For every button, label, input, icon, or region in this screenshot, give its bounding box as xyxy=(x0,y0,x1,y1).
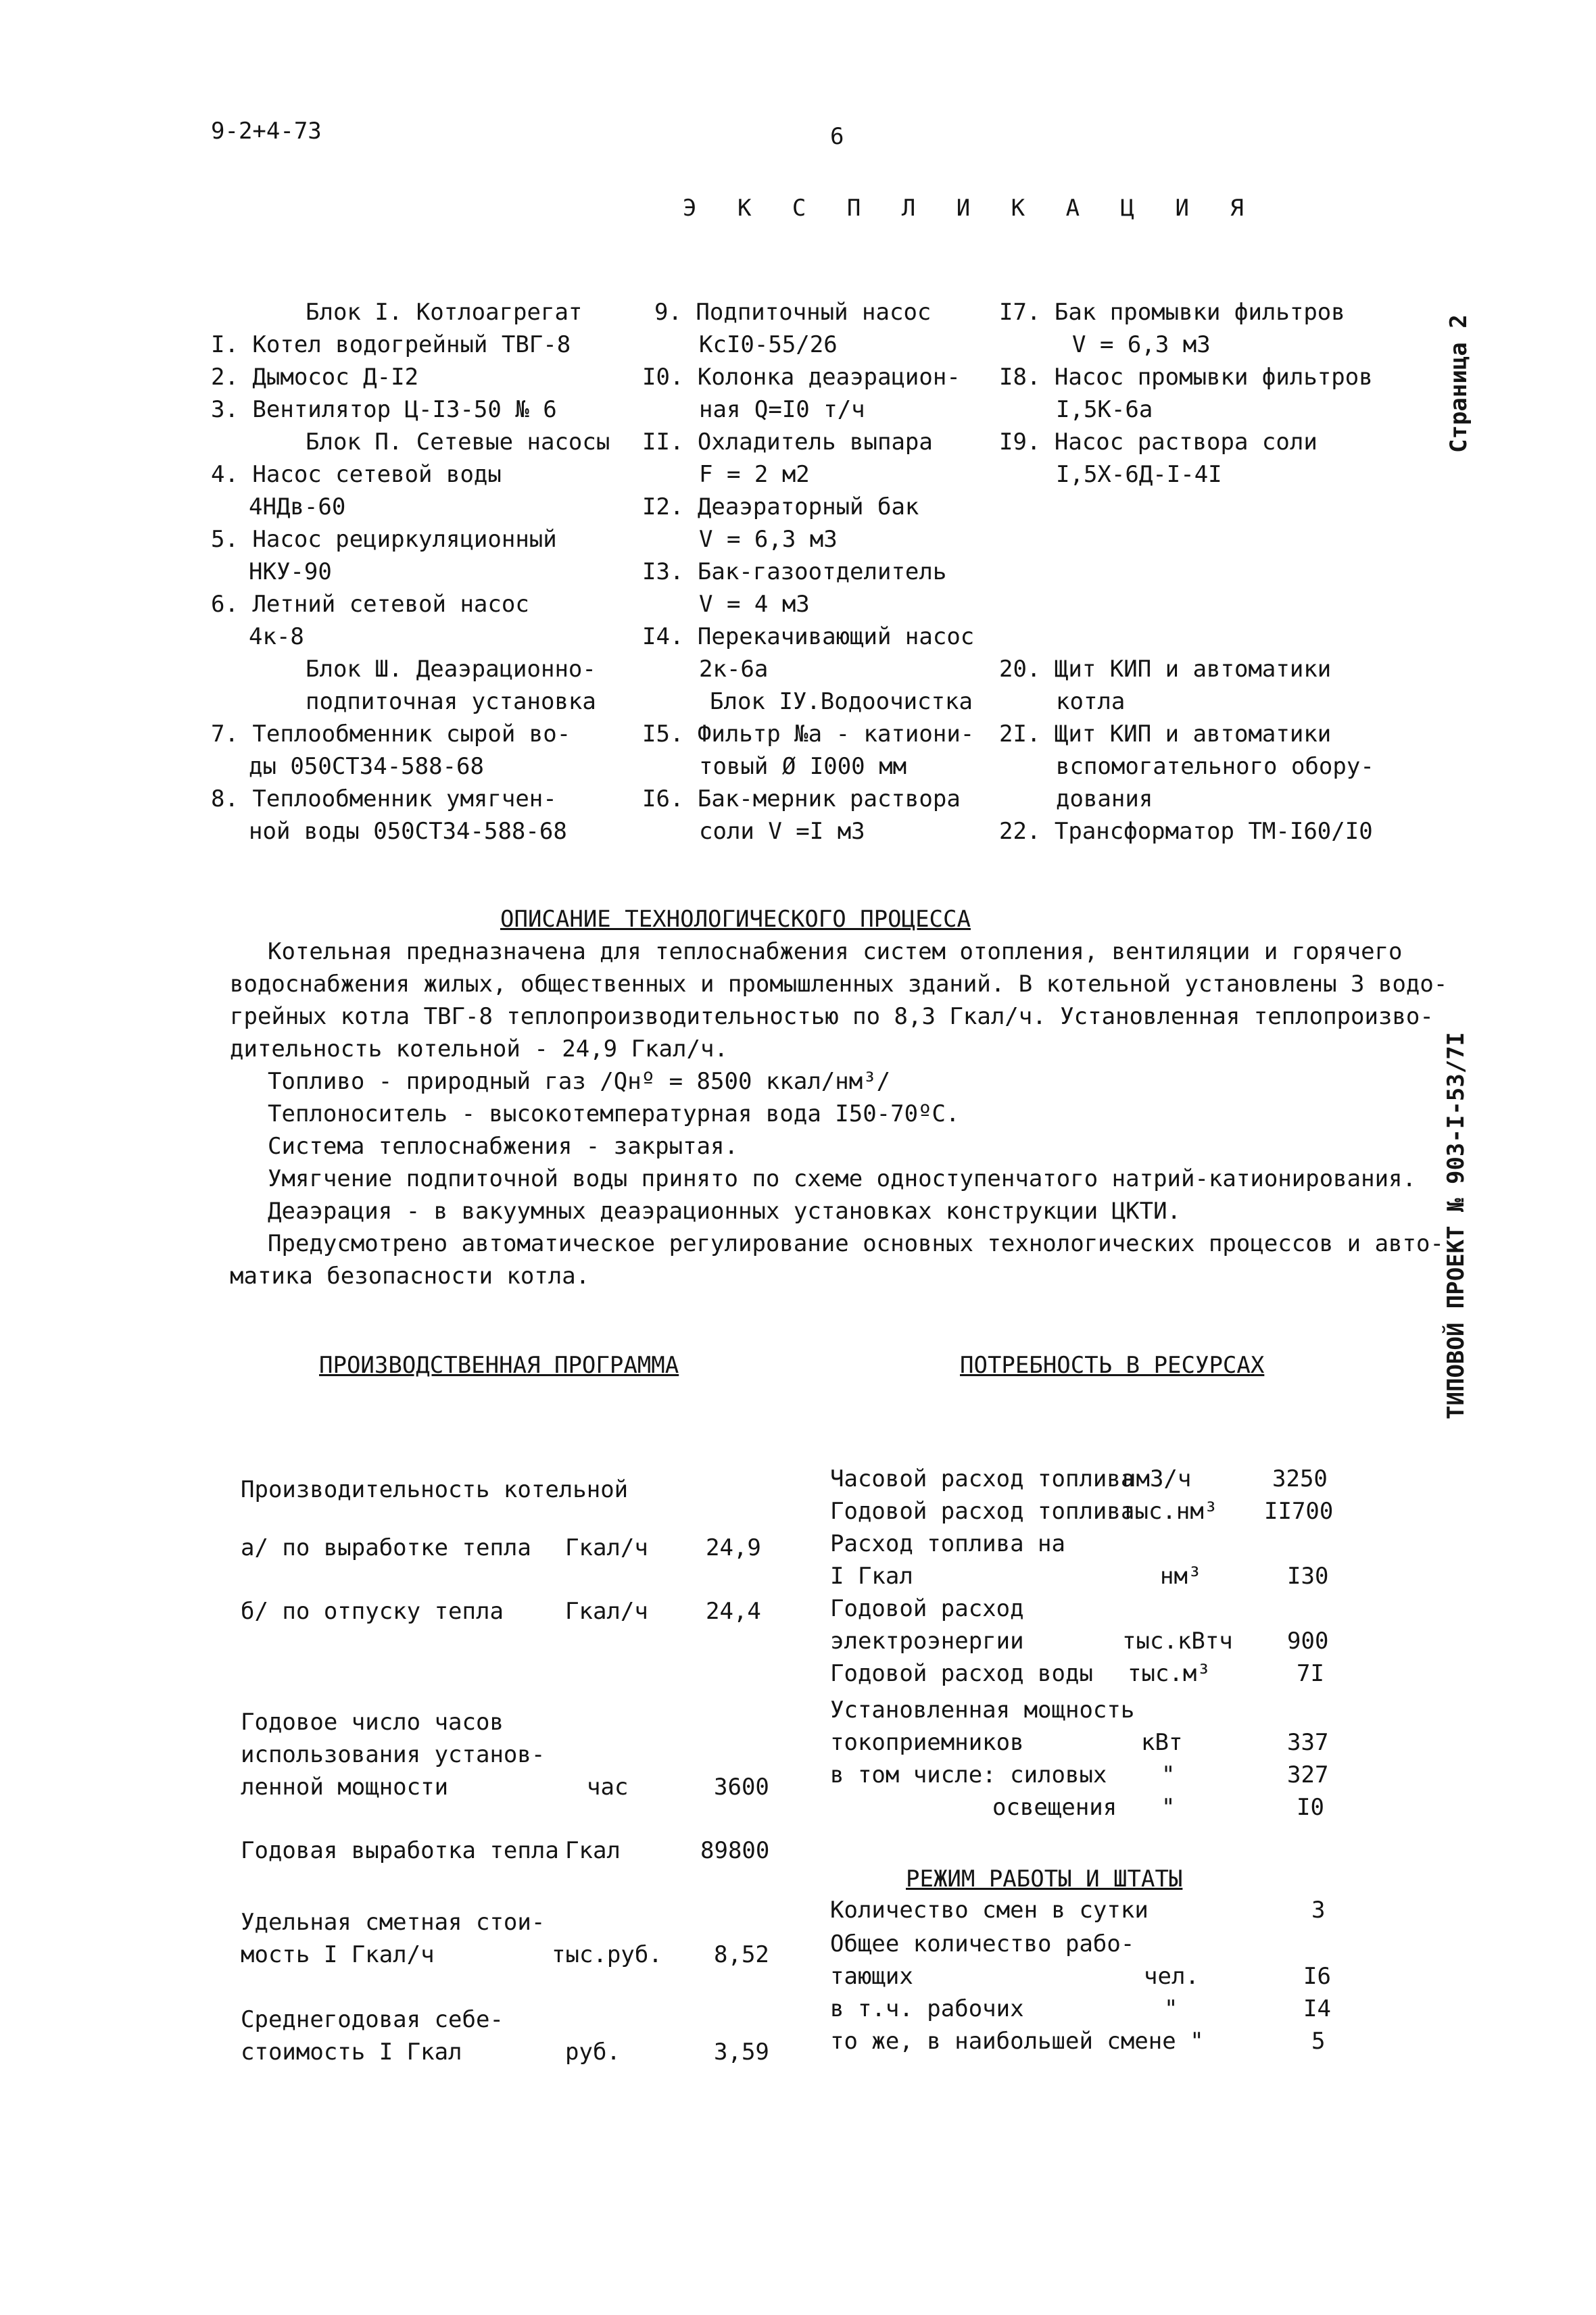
production-label-line: стоимость I Гкал xyxy=(241,2039,462,2066)
page-side-label: Страница 2 xyxy=(1445,314,1472,453)
explication-column-2 xyxy=(642,296,974,848)
explication-line: 6. Летний сетевой насос xyxy=(211,591,529,618)
description-body xyxy=(230,935,1447,1292)
staff-row xyxy=(830,1963,1344,1995)
staff-label: Количество смен в сутки xyxy=(830,1897,1148,1924)
production-label: Годовая выработка тепла xyxy=(241,1837,559,1864)
description-line: водоснабжения жилых, общественных и промышленных зданий. В котельной установлены 3 водо- xyxy=(230,971,1448,998)
explication-line: 8. Теплообменник умягчен- xyxy=(211,785,557,812)
explication-line xyxy=(999,523,1374,556)
production-unit: тыс.руб. xyxy=(552,1941,662,1968)
explication-line: Блок I. Котлоагрегат xyxy=(306,299,583,326)
description-line: Умягчение подпиточной воды принято по схеме одноступенчатого натрий-катионирования. xyxy=(268,1165,1416,1192)
description-line: матика безопасности котла. xyxy=(230,1263,590,1290)
staff-label: то же, в наибольшей смене " xyxy=(830,2028,1204,2055)
resource-row xyxy=(830,1660,1344,1692)
project-side-label: ТИПОВОЙ ПРОЕКТ № 903-I-53/7I xyxy=(1443,1031,1470,1419)
description-line: дительность котельной - 24,9 Гкал/ч. xyxy=(230,1035,728,1063)
resource-value: 3250 xyxy=(1272,1465,1328,1492)
resource-row xyxy=(830,1530,1344,1563)
resource-unit: нм3/ч xyxy=(1122,1465,1192,1492)
production-row xyxy=(241,1534,781,1567)
explication-line: I. Котел водогрейный ТВГ-8 xyxy=(211,331,571,358)
explication-line: котла xyxy=(1056,688,1126,715)
description-line: грейных котла ТВГ-8 теплопроизводительностью по 8,3 Гкал/ч. Установленная теплопроизво- xyxy=(230,1003,1434,1030)
staff-label: тающих xyxy=(830,1963,913,1990)
explication-line: ды 050СТ34-588-68 xyxy=(249,753,484,780)
resource-row xyxy=(830,1729,1344,1761)
production-label-line: Удельная сметная стои- xyxy=(241,1909,546,1936)
explication-line: Блок П. Сетевые насосы xyxy=(306,429,610,456)
resource-value: 900 xyxy=(1287,1628,1329,1655)
production-unit: час xyxy=(587,1774,629,1801)
explication-line: 2к-6а xyxy=(699,656,769,683)
resource-row xyxy=(830,1794,1344,1826)
resource-row xyxy=(830,1563,1344,1595)
explication-line: II. Охладитель выпара xyxy=(642,429,933,456)
explication-column-1 xyxy=(211,296,610,848)
description-line: Деаэрация - в вакуумных деаэрационных установках конструкции ЦКТИ. xyxy=(268,1198,1182,1225)
staff-value: I6 xyxy=(1303,1963,1331,1990)
explication-line: 2I. Щит КИП и автоматики xyxy=(999,721,1332,748)
explication-line: 4НДв-60 xyxy=(249,493,346,520)
explication-line: I3. Бак-газоотделитель xyxy=(642,558,947,585)
explication-line: 22. Трансформатор ТМ-I60/I0 xyxy=(999,818,1373,845)
description-line: Теплоноситель - высокотемпературная вода I50-70ºC. xyxy=(268,1100,960,1127)
resource-unit: " xyxy=(1161,1761,1176,1788)
production-label: б/ по отпуску тепла xyxy=(241,1598,504,1625)
resource-value: II700 xyxy=(1264,1498,1334,1525)
staff-row xyxy=(830,2028,1344,2060)
explication-line xyxy=(999,556,1374,588)
explication-line: I6. Бак-мерник раствора xyxy=(642,785,961,812)
explication-line: I,5К-6а xyxy=(1056,396,1153,423)
production-label-line: Среднегодовая себе- xyxy=(241,2006,504,2033)
explication-line: I0. Колонка деаэрацион- xyxy=(642,364,961,391)
resource-row xyxy=(830,1697,1344,1729)
resource-value: I0 xyxy=(1297,1794,1324,1821)
explication-line: подпиточная установка xyxy=(306,688,596,715)
explication-line: I9. Насос раствора соли xyxy=(999,429,1317,456)
explication-line: 9. Подпиточный насос xyxy=(654,299,932,326)
explication-line: 3. Вентилятор Ц-I3-50 № 6 xyxy=(211,396,557,423)
resource-unit: " xyxy=(1161,1794,1176,1821)
explication-line: товый Ø I000 мм xyxy=(699,753,907,780)
explication-line: КсI0-55/26 xyxy=(699,331,838,358)
production-unit: Гкал xyxy=(565,1837,621,1864)
production-heading: ПРОИЗВОДСТВЕННАЯ ПРОГРАММА xyxy=(319,1352,679,1379)
explication-line: 4. Насос сетевой воды xyxy=(211,461,502,488)
explication-line: I8. Насос промывки фильтров xyxy=(999,364,1373,391)
resource-value: 337 xyxy=(1287,1729,1329,1756)
production-label-line: Годовое число часов xyxy=(241,1709,504,1736)
production-value: 24,9 xyxy=(706,1534,761,1561)
explication-line: V = 4 м3 xyxy=(699,591,810,618)
explication-line xyxy=(999,620,1374,653)
production-label-line: использования установ- xyxy=(241,1741,546,1768)
resource-row xyxy=(830,1761,1344,1794)
resource-label: I Гкал xyxy=(830,1563,913,1590)
explication-line: 7. Теплообменник сырой во- xyxy=(211,721,571,748)
explication-line: 20. Щит КИП и автоматики xyxy=(999,656,1332,683)
resource-row xyxy=(830,1595,1344,1628)
production-label-line: ленной мощности xyxy=(241,1774,449,1801)
explication-line: ная Q=I0 т/ч xyxy=(699,396,865,423)
production-label xyxy=(241,1906,545,1971)
explication-line: 2. Дымосос Д-I2 xyxy=(211,364,419,391)
resource-label: Годовой расход топлива xyxy=(830,1498,1135,1525)
staff-value: I4 xyxy=(1303,1995,1331,2022)
production-unit: Гкал/ч xyxy=(565,1598,648,1625)
resource-label: освещения xyxy=(992,1794,1117,1821)
production-label: а/ по выработке тепла xyxy=(241,1534,531,1561)
resource-unit: тыс.м³ xyxy=(1128,1660,1211,1687)
production-row xyxy=(241,1837,781,1870)
explication-line: соли V =I м3 xyxy=(699,818,865,845)
document-code: 9-2+4-73 xyxy=(211,118,322,145)
resource-unit: тыс.кВтч xyxy=(1122,1628,1233,1655)
resources-heading: ПОТРЕБНОСТЬ В РЕСУРСАХ xyxy=(960,1352,1265,1379)
resource-row xyxy=(830,1628,1344,1660)
production-value: 89800 xyxy=(700,1837,770,1864)
explication-line: 5. Насос рециркуляционный xyxy=(211,526,557,553)
explication-line: НКУ-90 xyxy=(249,558,332,585)
description-line: Топливо - природный газ /Qнº = 8500 ккал/нм³/ xyxy=(268,1068,891,1095)
resource-value: 327 xyxy=(1287,1761,1329,1788)
resource-row xyxy=(830,1498,1344,1530)
explication-line: Блок IУ.Водоочистка xyxy=(710,688,973,715)
staff-label: Общее количество рабо- xyxy=(830,1930,1135,1957)
resource-unit: тыс.нм³ xyxy=(1121,1498,1218,1525)
production-label-line: мость I Гкал/ч xyxy=(241,1941,435,1968)
explication-line: 4к-8 xyxy=(249,623,304,650)
explication-line: дования xyxy=(1056,785,1153,812)
resource-label: Годовой расход xyxy=(830,1595,1024,1622)
resource-row xyxy=(830,1465,1344,1498)
staff-row xyxy=(830,1995,1344,2028)
page-number: 6 xyxy=(830,123,844,150)
production-label xyxy=(241,1706,545,1803)
explication-column-3 xyxy=(999,296,1374,848)
explication-line xyxy=(999,491,1374,523)
description-line: Котельная предназначена для теплоснабжения систем отопления, вентиляции и горячего xyxy=(268,938,1403,965)
resource-label: Установленная мощность xyxy=(830,1697,1135,1724)
explication-line: V = 6,3 м3 xyxy=(1072,331,1211,358)
production-value: 8,52 xyxy=(714,1941,769,1968)
explication-line: ной воды 050СТ34-588-68 xyxy=(249,818,567,845)
explication-line: F = 2 м2 xyxy=(699,461,810,488)
explication-line: I4. Перекачивающий насос xyxy=(642,623,975,650)
resource-value: 7I xyxy=(1297,1660,1324,1687)
explication-line: вспомогательного обору- xyxy=(1056,753,1374,780)
resource-label: электроэнергии xyxy=(830,1628,1024,1655)
resource-label: Годовой расход воды xyxy=(830,1660,1093,1687)
description-heading: ОПИСАНИЕ ТЕХНОЛОГИЧЕСКОГО ПРОЦЕССА xyxy=(500,906,971,933)
explication-line: I7. Бак промывки фильтров xyxy=(999,299,1345,326)
production-value: 3600 xyxy=(714,1774,769,1801)
production-value: 3,59 xyxy=(714,2039,769,2066)
staff-value: 3 xyxy=(1311,1897,1326,1924)
resource-label: токоприемников xyxy=(830,1729,1024,1756)
explication-line: I5. Фильтр №а - катиони- xyxy=(642,721,975,748)
production-unit: руб. xyxy=(565,2039,621,2066)
page-title: Э К С П Л И К А Ц И Я xyxy=(683,195,1257,222)
staff-unit: чел. xyxy=(1144,1963,1199,1990)
production-label xyxy=(241,2003,504,2068)
staff-heading: РЕЖИМ РАБОТЫ И ШТАТЫ xyxy=(906,1866,1183,1893)
production-value: 24,4 xyxy=(706,1598,761,1625)
description-line: Предусмотрено автоматическое регулирование основных технологических процессов и авто- xyxy=(268,1230,1444,1257)
explication-line: Блок Ш. Деаэрационно- xyxy=(306,656,596,683)
resource-unit: нм³ xyxy=(1160,1563,1202,1590)
staff-row xyxy=(830,1897,1344,1929)
staff-label: в т.ч. рабочих xyxy=(830,1995,1024,2022)
explication-line: I,5Х-6Д-I-4I xyxy=(1056,461,1222,488)
explication-line xyxy=(999,588,1374,620)
staff-row xyxy=(830,1930,1344,1963)
resource-label: Часовой расход топлива xyxy=(830,1465,1135,1492)
explication-line: I2. Деаэраторный бак xyxy=(642,493,919,520)
staff-value: 5 xyxy=(1311,2028,1326,2055)
resource-value: I30 xyxy=(1287,1563,1329,1590)
production-intro: Производительность котельной xyxy=(241,1476,629,1503)
staff-unit: " xyxy=(1164,1995,1178,2022)
production-row xyxy=(241,1598,781,1630)
explication-line: V = 6,3 м3 xyxy=(699,526,838,553)
resource-label: Расход топлива на xyxy=(830,1530,1065,1557)
production-unit: Гкал/ч xyxy=(565,1534,648,1561)
description-line: Система теплоснабжения - закрытая. xyxy=(268,1133,738,1160)
resource-label: в том числе: силовых xyxy=(830,1761,1107,1788)
resource-unit: кВт xyxy=(1141,1729,1183,1756)
